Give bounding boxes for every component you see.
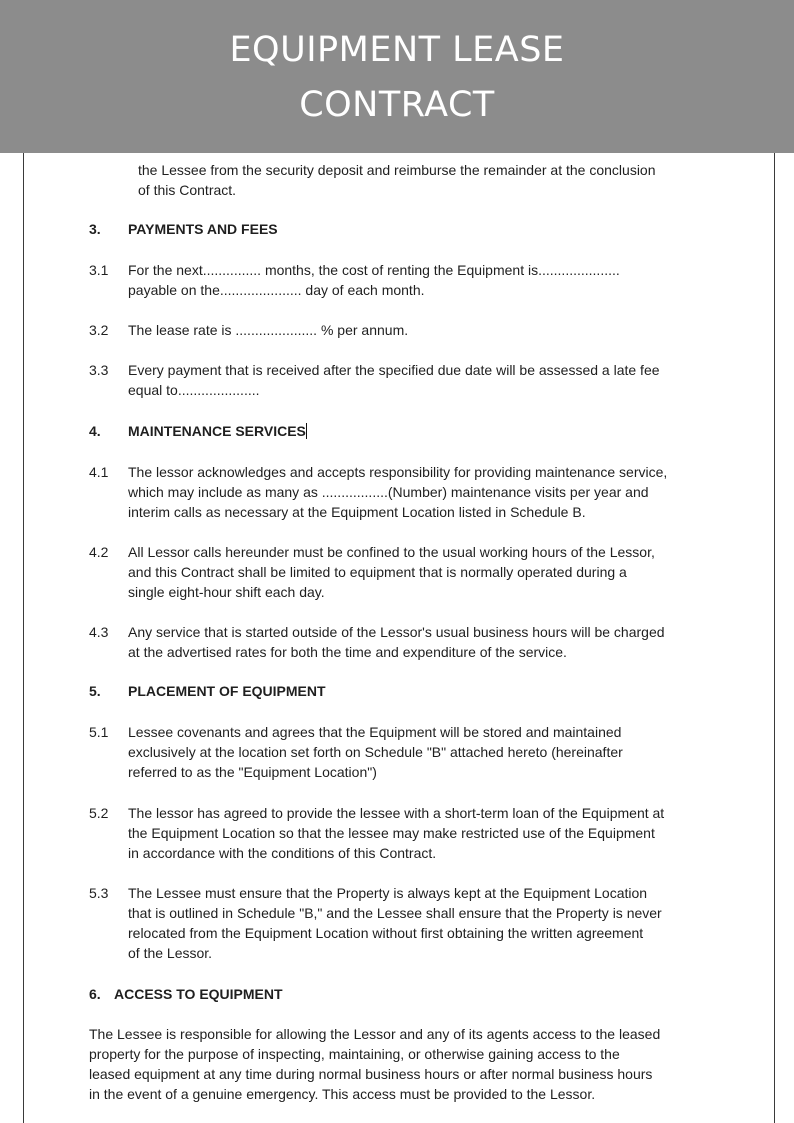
text-line: equal to.....................: [128, 382, 260, 398]
clause-number: 4.2: [89, 544, 109, 560]
text-line: The lessor has agreed to provide the lessee with a short-term loan of the Equipment at: [128, 805, 665, 821]
section-title: PAYMENTS AND FEES: [128, 221, 278, 237]
text-line: of this Contract.: [138, 182, 237, 198]
clause-4-2: [89, 542, 719, 602]
text-line: Any service that is started outside of the Lessor's usual business hours will be charged: [128, 624, 665, 640]
text-line: of the Lessor.: [128, 945, 213, 961]
text-line: payable on the..................... day of each month.: [128, 282, 425, 298]
text-line: relocated from the Equipment Location without first obtaining the written agreement: [128, 925, 644, 941]
text-line: that is outlined in Schedule "B," and the Lessee shall ensure that the Property is never: [128, 905, 662, 921]
section-number: 3.: [89, 221, 101, 237]
clause-number: 5.3: [89, 885, 109, 901]
text-line: property for the purpose of inspecting, maintaining, or otherwise gaining access to the: [89, 1046, 620, 1062]
clause-5-2: [89, 803, 719, 863]
section-number: 4.: [89, 423, 101, 439]
section-title: PLACEMENT OF EQUIPMENT: [128, 683, 326, 699]
text-line: and this Contract shall be limited to equipment that is normally operated during a: [128, 564, 627, 580]
section-title: ACCESS TO EQUIPMENT: [114, 986, 283, 1002]
text-line: For the next............... months, the cost of renting the Equipment is.....................: [128, 262, 620, 278]
text-line: in the event of a genuine emergency. This access must be provided to the Lessor.: [89, 1086, 596, 1102]
text-line: All Lessor calls hereunder must be confined to the usual working hours of the Lessor,: [128, 544, 655, 560]
section-heading-3: [89, 219, 278, 239]
clause-5-3: [89, 883, 719, 963]
section-number: 5.: [89, 683, 101, 699]
section-heading-6: [89, 984, 283, 1004]
section-heading-4: [89, 421, 307, 441]
text-line: leased equipment at any time during normal business hours or after normal business hours: [89, 1066, 653, 1082]
banner-title-line-1: EQUIPMENT LEASE: [229, 30, 565, 70]
clause-number: 5.2: [89, 805, 109, 821]
clause-5-1: [89, 722, 719, 782]
clause-3-1: [89, 260, 719, 300]
text-line: referred to as the "Equipment Location"): [128, 764, 377, 780]
text-line: The Lessee must ensure that the Property is always kept at the Equipment Location: [128, 885, 648, 901]
text-line: interim calls as necessary at the Equipment Location listed in Schedule B.: [128, 504, 586, 520]
text-line: Lessee covenants and agrees that the Equipment will be stored and maintained: [128, 724, 622, 740]
section-heading-5: [89, 681, 326, 701]
text-line: at the advertised rates for both the time and expenditure of the service.: [128, 644, 567, 660]
section-number: 6.: [89, 986, 101, 1002]
text-cursor: [306, 423, 307, 439]
continuation-text: [138, 160, 718, 200]
text-line: in accordance with the conditions of this Contract.: [128, 845, 437, 861]
text-line: the Lessee from the security deposit and reimburse the remainder at the conclusion: [138, 162, 656, 178]
text-line: Every payment that is received after the specified due date will be assessed a late fee: [128, 362, 660, 378]
section-6-paragraph: [89, 1024, 719, 1104]
text-line: the Equipment Location so that the lessee may make restricted use of the Equipment: [128, 825, 655, 841]
clause-3-2: [89, 320, 719, 340]
text-line: which may include as many as .................(Number) maintenance visits per year and: [128, 484, 649, 500]
clause-number: 3.2: [89, 322, 109, 338]
clause-number: 3.3: [89, 362, 109, 378]
text-line: The lessor acknowledges and accepts responsibility for providing maintenance service,: [128, 464, 668, 480]
banner-title-line-2: CONTRACT: [299, 85, 495, 125]
clause-number: 5.1: [89, 724, 109, 740]
text-line: exclusively at the location set forth on Schedule "B" attached hereto (hereinafter: [128, 744, 623, 760]
section-title: MAINTENANCE SERVICES: [128, 423, 306, 439]
text-line: single eight-hour shift each day.: [128, 584, 325, 600]
text-line: The lease rate is ..................... % per annum.: [128, 322, 409, 338]
clause-4-3: [89, 622, 719, 662]
clause-number: 3.1: [89, 262, 109, 278]
clause-4-1: [89, 462, 719, 522]
clause-3-3: [89, 360, 719, 400]
clause-number: 4.1: [89, 464, 109, 480]
text-line: The Lessee is responsible for allowing the Lessor and any of its agents access to the leased: [89, 1026, 661, 1042]
clause-number: 4.3: [89, 624, 109, 640]
